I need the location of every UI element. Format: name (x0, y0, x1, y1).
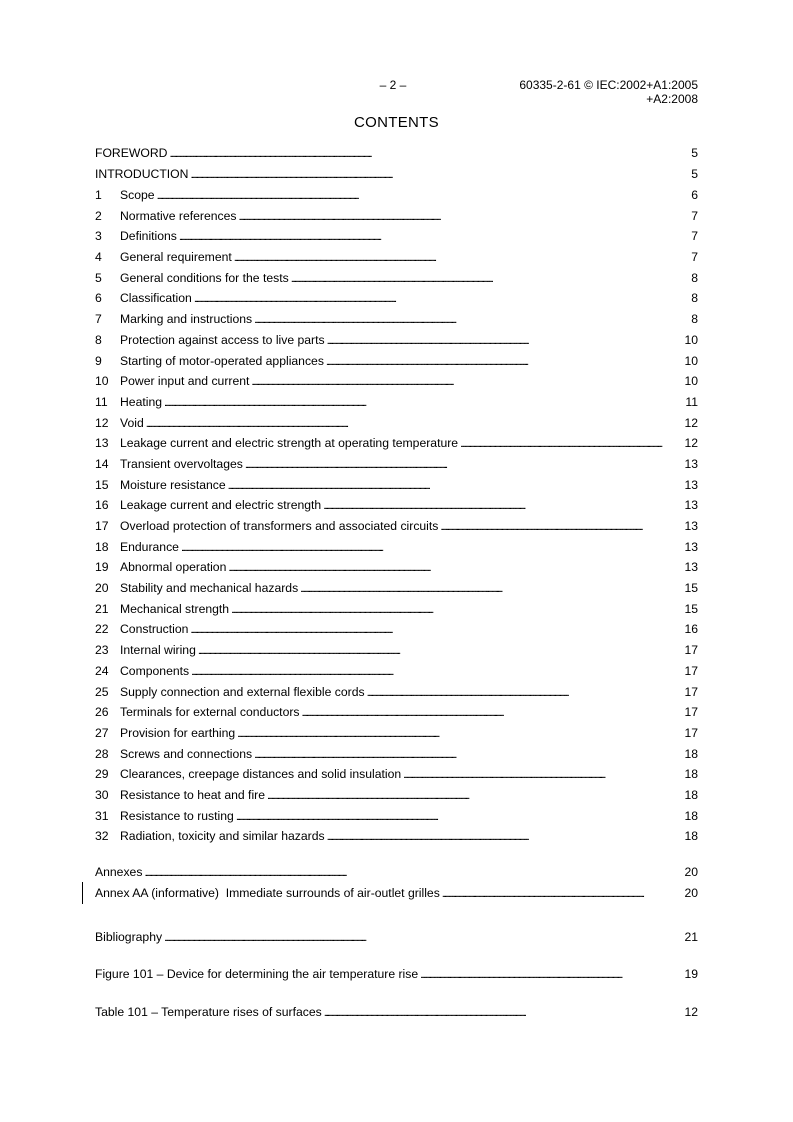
dot-leader (420, 965, 683, 986)
toc-entry-clause-24[interactable] (95, 661, 698, 682)
toc-entry-number: 6 (95, 291, 102, 306)
toc-entry-clause-19[interactable] (95, 557, 698, 578)
toc-entry-clause-9[interactable] (95, 351, 698, 372)
toc-entry-figure-101[interactable] (95, 964, 698, 985)
toc-entry-page: 17 (684, 643, 698, 658)
toc-entry-label: Leakage current and electric strength at operating temperature (120, 436, 459, 451)
dot-leader (190, 620, 683, 641)
dot-leader (179, 227, 690, 248)
toc-entry-number: 29 (95, 767, 109, 782)
toc-entry-label: Scope (120, 188, 155, 202)
dot-leader (144, 863, 683, 884)
dot-leader (236, 807, 684, 828)
toc-entry-number: 23 (95, 643, 109, 658)
dot-leader (237, 724, 683, 745)
toc-entry-number: 4 (95, 250, 102, 265)
toc-tables (95, 1002, 698, 1023)
toc-entry-label: General conditions for the tests (120, 270, 289, 285)
toc-entry-number: 8 (95, 332, 102, 347)
toc-entry-clause-13[interactable] (95, 433, 698, 454)
dot-leader (300, 579, 683, 600)
toc-entry-clause-15[interactable] (95, 475, 698, 496)
toc-entry-label: Resistance to rusting (120, 808, 234, 823)
toc-entry-clause-29[interactable] (95, 764, 698, 785)
toc-entry-number: 24 (95, 663, 109, 678)
toc-entry-bibliography[interactable] (95, 927, 698, 948)
toc-entry-page: 10 (684, 353, 698, 368)
dot-leader (146, 414, 684, 435)
page-number: – 2 – (379, 78, 407, 92)
toc-entry-number: 17 (95, 519, 109, 533)
toc-entry-label: Annexes (95, 865, 143, 879)
dot-leader (194, 289, 690, 310)
toc-entry-number: 13 (95, 436, 109, 451)
toc-entry-number: 27 (95, 725, 109, 740)
toc-entry-page: 15 (684, 581, 698, 596)
toc-entry-label: Power input and current (120, 374, 250, 389)
toc-entry-clause-7[interactable] (95, 309, 698, 330)
toc-entry-label: General requirement (120, 250, 232, 265)
toc-entry-number: 3 (95, 229, 102, 244)
toc-entry-clause-25[interactable] (95, 682, 698, 703)
toc-entry-page: 16 (684, 622, 698, 637)
toc-entry-clause-16[interactable] (95, 495, 698, 516)
toc-entry-number: 31 (95, 808, 109, 823)
toc-entry-page: 20 (684, 885, 698, 900)
toc-entry-page: 17 (684, 725, 698, 740)
toc-entry-number: 15 (95, 477, 109, 492)
toc-entry-page: 12 (684, 1005, 698, 1019)
toc-entry-clause-1[interactable] (95, 185, 698, 206)
dot-leader (291, 269, 691, 290)
dot-leader (254, 745, 683, 766)
toc-entry-clause-23[interactable] (95, 640, 698, 661)
toc-entry-page: 18 (684, 787, 698, 802)
toc-entry-clause-28[interactable] (95, 744, 698, 765)
toc-entry-label: Construction (120, 622, 189, 637)
dot-leader (324, 1003, 684, 1024)
dot-leader (440, 517, 683, 538)
toc-entry-label: Internal wiring (120, 643, 196, 658)
dot-leader (190, 165, 690, 186)
toc-entry-annexes[interactable] (95, 862, 698, 883)
toc-entry-clause-6[interactable] (95, 288, 698, 309)
toc-entry-number: 7 (95, 312, 102, 327)
toc-entry-clause-22[interactable] (95, 619, 698, 640)
toc-entry-number: 22 (95, 622, 109, 637)
toc-entry-label: Provision for earthing (120, 725, 236, 740)
dot-leader (403, 765, 683, 786)
toc-clause-list (95, 185, 698, 847)
toc-entry-page: 13 (684, 456, 698, 471)
toc-entry-page: 18 (684, 746, 698, 761)
toc-entry-label: Heating (120, 394, 163, 409)
toc-entry-number: 2 (95, 208, 102, 223)
toc-entry-page: 12 (684, 436, 698, 451)
toc-entry-number: 28 (95, 746, 109, 761)
toc-entry-number: 25 (95, 684, 109, 699)
dot-leader (323, 496, 683, 517)
toc-entry-number: 20 (95, 581, 109, 596)
toc-entry-number: 30 (95, 787, 109, 802)
toc-entry-number: 26 (95, 705, 109, 720)
toc-entry-label: Classification (120, 291, 192, 306)
toc-entry-label: Normative references (120, 208, 237, 223)
toc-entry-label: Radiation, toxicity and similar hazards (120, 829, 325, 844)
standard-reference-line1: 60335-2-61 © IEC:2002+A1:2005 (519, 78, 698, 92)
toc-entry-label: Annex AA (informative) Immediate surrounds of air-outlet grilles (95, 885, 440, 900)
dot-leader (191, 662, 683, 683)
toc-entry-label: Marking and instructions (120, 312, 253, 327)
toc-entry-label: Protection against access to live parts (120, 332, 325, 347)
toc-entry-label: Overload protection of transformers and associated circuits (120, 519, 439, 533)
toc-entry-label: Leakage current and electric strength (120, 498, 322, 513)
toc-entry-page: 5 (691, 146, 698, 160)
toc-entry-clause-31[interactable] (95, 806, 698, 827)
toc-entry-clause-30[interactable] (95, 785, 698, 806)
toc-entry-page: 12 (684, 415, 698, 430)
toc-entry-number: 19 (95, 560, 109, 575)
toc-figures (95, 964, 698, 985)
toc-entry-page: 20 (684, 865, 698, 879)
toc-entry-label: Transient overvoltages (120, 456, 243, 471)
toc-entry-page: 13 (684, 519, 698, 533)
dot-leader (198, 641, 684, 662)
toc-entry-number: 1 (95, 188, 102, 202)
toc-entry-label: Resistance to heat and fire (120, 787, 265, 802)
toc-entry-label: Bibliography (95, 930, 163, 944)
toc-entry-label: Stability and mechanical hazards (120, 581, 299, 596)
toc-entry-number: 11 (95, 394, 108, 409)
toc-entry-clause-3[interactable] (95, 226, 698, 247)
dot-leader (254, 310, 690, 331)
toc-bibliography (95, 927, 698, 948)
dot-leader (181, 538, 683, 559)
toc-entry-label: FOREWORD (95, 146, 168, 160)
dot-leader (267, 786, 683, 807)
toc-entry-foreword[interactable] (95, 143, 698, 164)
dot-leader (169, 144, 690, 165)
toc-entry-label: Clearances, creepage distances and solid insulation (120, 767, 402, 782)
toc-entry-page: 21 (684, 930, 698, 944)
dot-leader (460, 434, 683, 455)
dot-leader (245, 455, 684, 476)
toc-entry-number: 9 (95, 353, 102, 368)
dot-leader (239, 207, 691, 228)
toc-front-matter (95, 143, 698, 184)
dot-leader (251, 372, 683, 393)
toc-entry-number: 5 (95, 270, 102, 285)
toc-entry-page: 10 (684, 374, 698, 389)
dot-leader (326, 352, 684, 373)
toc-entry-page: 17 (684, 663, 698, 678)
toc-entry-label: Endurance (120, 539, 179, 554)
toc-entry-clause-5[interactable] (95, 268, 698, 289)
toc-entry-page: 18 (684, 767, 698, 782)
standard-reference (519, 78, 698, 106)
toc-entry-page: 7 (691, 250, 698, 265)
dot-leader (164, 393, 684, 414)
toc-entry-page: 8 (691, 291, 698, 306)
toc-entry-page: 7 (691, 229, 698, 244)
page-title: CONTENTS (354, 114, 439, 131)
toc-entry-clause-11[interactable] (95, 392, 698, 413)
toc-entry-page: 10 (684, 332, 698, 347)
dot-leader (327, 331, 684, 352)
dot-leader (327, 827, 684, 848)
toc-entry-label: Table 101 – Temperature rises of surfaces (95, 1005, 322, 1019)
page-header (0, 78, 793, 108)
dot-leader (228, 476, 684, 497)
toc-entry-label: Definitions (120, 229, 177, 244)
toc-entry-page: 17 (684, 705, 698, 720)
dot-leader (234, 248, 690, 269)
dot-leader (157, 186, 691, 207)
toc-entry-page: 8 (691, 312, 698, 327)
toc-entry-clause-32[interactable] (95, 826, 698, 847)
toc-entry-clause-27[interactable] (95, 723, 698, 744)
toc-entry-label: Screws and connections (120, 746, 253, 761)
toc-entry-page: 18 (684, 829, 698, 844)
toc-entry-label: Supply connection and external flexible cords (120, 684, 365, 699)
toc-entry-number: 18 (95, 539, 109, 554)
toc-entry-page: 19 (684, 967, 698, 981)
toc-entry-clause-18[interactable] (95, 537, 698, 558)
toc-entry-page: 6 (691, 188, 698, 202)
toc-entry-clause-17[interactable] (95, 516, 698, 537)
toc-entry-number: 12 (95, 415, 109, 430)
dot-leader (367, 683, 684, 704)
revision-change-bar (82, 882, 83, 904)
toc-entry-page: 11 (685, 394, 698, 409)
dot-leader (442, 884, 684, 905)
toc-entry-page: 13 (684, 498, 698, 513)
toc-entry-page: 7 (691, 208, 698, 223)
toc-entry-clause-14[interactable] (95, 454, 698, 475)
toc-entry-number: 10 (95, 374, 109, 389)
toc-entry-page: 5 (691, 166, 698, 181)
toc-entry-number: 21 (95, 601, 109, 616)
toc-entry-page: 15 (684, 601, 698, 616)
toc-entry-label: Abnormal operation (120, 560, 227, 575)
toc-entry-table-101[interactable] (95, 1002, 698, 1023)
toc-entry-clause-8[interactable] (95, 330, 698, 351)
standard-reference-line2: +A2:2008 (646, 92, 698, 106)
toc-entry-annex-aa[interactable] (95, 883, 698, 904)
toc-entry-number: 16 (95, 498, 109, 513)
toc-entry-label: INTRODUCTION (95, 166, 189, 181)
toc-entry-label: Components (120, 663, 190, 678)
toc-entry-clause-20[interactable] (95, 578, 698, 599)
toc-entry-page: 13 (684, 560, 698, 575)
toc-entry-label: Void (120, 415, 144, 430)
toc-entry-introduction[interactable] (95, 164, 698, 185)
toc-entry-page: 8 (691, 270, 698, 285)
toc-entry-page: 13 (684, 477, 698, 492)
toc-entry-label: Mechanical strength (120, 601, 230, 616)
toc-entry-clause-21[interactable] (95, 599, 698, 620)
toc-entry-page: 13 (684, 539, 698, 554)
toc-entry-page: 17 (684, 684, 698, 699)
toc-annexes (95, 862, 698, 903)
toc-entry-number: 32 (95, 829, 109, 844)
dot-leader (231, 600, 683, 621)
toc-entry-label: Moisture resistance (120, 477, 226, 492)
toc-entry-clause-10[interactable] (95, 371, 698, 392)
toc-entry-clause-2[interactable] (95, 206, 698, 227)
dot-leader (164, 928, 683, 949)
toc-entry-label: Starting of motor-operated appliances (120, 353, 324, 368)
toc-entry-clause-12[interactable] (95, 413, 698, 434)
toc-entry-label: Figure 101 – Device for determining the air temperature rise (95, 967, 419, 981)
dot-leader (228, 558, 683, 579)
toc-entry-page: 18 (684, 808, 698, 823)
toc-entry-label: Terminals for external conductors (120, 705, 300, 720)
toc-entry-number: 14 (95, 456, 109, 471)
dot-leader (302, 703, 684, 724)
toc-entry-clause-4[interactable] (95, 247, 698, 268)
toc-entry-clause-26[interactable] (95, 702, 698, 723)
